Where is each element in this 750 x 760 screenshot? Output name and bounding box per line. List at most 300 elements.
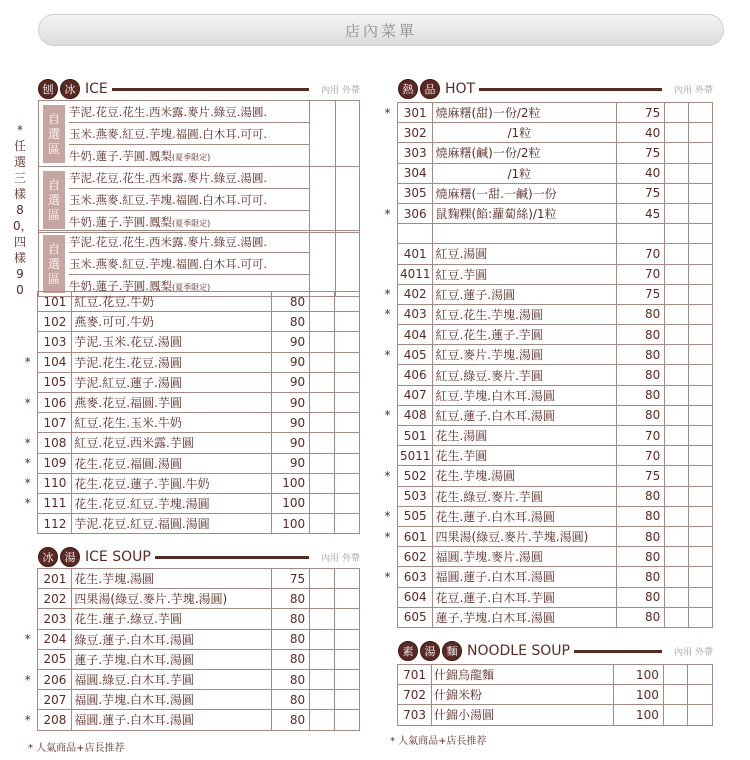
takeout-cell	[689, 405, 713, 425]
noodle-badge-2: 湯	[420, 641, 440, 661]
dine-in-cell	[665, 405, 689, 425]
dine-in-cell	[310, 372, 335, 392]
item-name: 紅豆.綠豆.麥片.芋圓	[433, 365, 616, 385]
item-price: 40	[616, 163, 664, 183]
item-price: 80	[616, 607, 664, 627]
item-name: 芋泥.花生.花豆.湯圓	[72, 352, 272, 372]
item-name: 什錦米粉	[432, 685, 614, 705]
noodle-menu-table	[378, 664, 713, 726]
item-price: 80	[272, 629, 310, 649]
takeout-cell	[689, 203, 713, 223]
self-select-tag-char: 自	[47, 241, 60, 256]
item-code: 404	[397, 325, 433, 345]
item-name: 蓮子.芋塊.白木耳.湯圓	[72, 649, 272, 669]
self-select-tag-char: 選	[47, 256, 60, 271]
item-star-marker	[378, 665, 398, 685]
item-price: 90	[272, 413, 310, 433]
takeout-cell	[335, 710, 360, 730]
hot-menu-table	[378, 102, 713, 628]
dine-in-cell	[310, 392, 335, 412]
takeout-cell	[689, 123, 713, 143]
ice-soup-badge-1: 冰	[38, 547, 58, 567]
item-code: 204	[38, 629, 72, 649]
item-code: 301	[397, 103, 433, 123]
takeout-cell	[689, 567, 713, 587]
takeout-cell	[689, 325, 713, 345]
item-code: 603	[397, 567, 433, 587]
item-price: 80	[616, 547, 664, 567]
item-price: 90	[272, 433, 310, 453]
ice-badge-1: 刨	[38, 79, 58, 99]
item-code: 110	[38, 473, 72, 493]
ice-soup-title: ICE SOUP	[85, 549, 151, 565]
dine-in-cell	[665, 244, 689, 264]
menu-row	[18, 629, 360, 649]
takeout-cell	[335, 690, 360, 710]
ice-title: ICE	[85, 81, 108, 97]
item-name: 紅豆.花豆.牛奶	[72, 292, 272, 312]
item-name: 福圓.蓮子.白木耳.湯圓	[433, 567, 616, 587]
item-price: 80	[616, 304, 664, 324]
item-code: 406	[397, 365, 433, 385]
dine-in-cell	[310, 649, 335, 669]
self-select-tag-char: 選	[47, 192, 60, 207]
takeout-cell	[689, 466, 713, 486]
item-code: 403	[397, 304, 433, 324]
menu-row	[18, 352, 360, 372]
menu-row	[378, 143, 713, 163]
self-select-options-line	[69, 253, 309, 275]
self-select-tag-char: 自	[47, 111, 60, 126]
item-name: 花生.綠豆.麥片.芋圓	[433, 486, 616, 506]
item-name: 燒麻糬(鹹)一份/2粒	[433, 143, 616, 163]
item-star-marker: *	[24, 476, 31, 491]
menu-row	[378, 705, 713, 725]
item-price: 75	[616, 183, 664, 203]
dine-in-cell	[310, 352, 335, 372]
item-price: 80	[272, 292, 310, 312]
item-code: 104	[38, 352, 72, 372]
item-name: 花生.芋圓	[433, 446, 616, 466]
item-code: 103	[38, 332, 72, 352]
item-star-marker: *	[384, 105, 391, 120]
item-code: 206	[38, 669, 72, 689]
item-code: 402	[397, 284, 433, 304]
menu-row	[18, 292, 360, 312]
dine-in-cell	[665, 446, 689, 466]
item-star-marker	[18, 413, 38, 433]
self-select-options-line	[69, 145, 309, 167]
dine-in-cell	[665, 385, 689, 405]
self-select-options-text: 牛奶.蓮子.芋圓.鳳梨	[69, 279, 172, 293]
item-price: 80	[272, 649, 310, 669]
menu-row	[378, 284, 713, 304]
menu-banner: 店內菜單	[38, 14, 724, 46]
item-price: 100	[614, 665, 664, 685]
item-code: 109	[38, 453, 72, 473]
item-code: 106	[38, 392, 72, 412]
item-code: 702	[398, 685, 432, 705]
item-code: 201	[38, 569, 72, 589]
dine-takeout-grid	[309, 167, 359, 232]
item-price: 70	[616, 264, 664, 284]
item-code: 302	[397, 123, 433, 143]
ice-section-header	[38, 78, 360, 100]
item-code: 306	[397, 203, 433, 223]
hot-badge-1: 熱	[398, 79, 418, 99]
takeout-cell	[689, 526, 713, 546]
item-star-marker	[18, 690, 38, 710]
item-code: 304	[397, 163, 433, 183]
dine-in-cell	[665, 224, 689, 244]
item-star-marker	[378, 685, 398, 705]
item-star-marker	[378, 163, 397, 183]
item-star-marker	[378, 143, 397, 163]
item-code: 503	[397, 486, 433, 506]
menu-row	[378, 345, 713, 365]
item-price: 45	[616, 203, 664, 223]
takeout-cell	[689, 163, 713, 183]
item-name	[433, 224, 616, 244]
item-price: 100	[272, 473, 310, 493]
item-price: 40	[616, 123, 664, 143]
takeout-cell	[688, 685, 713, 705]
item-name: 芋泥.紅豆.蓮子.湯圓	[72, 372, 272, 392]
item-name: 花豆.蓮子.白木耳.芋圓	[433, 587, 616, 607]
item-price: 80	[616, 526, 664, 546]
takeout-cell	[689, 587, 713, 607]
item-star-marker	[378, 264, 397, 284]
dine-in-cell	[665, 123, 689, 143]
item-code: 703	[398, 705, 432, 725]
self-select-options-line	[69, 167, 309, 189]
dine-in-cell	[310, 514, 335, 534]
dine-in-cell	[665, 284, 689, 304]
item-price: 75	[272, 569, 310, 589]
ice-soup-section-header	[38, 546, 360, 568]
item-code: 203	[38, 609, 72, 629]
item-name: 花生.芋塊.湯圓	[72, 569, 272, 589]
item-price: 75	[616, 284, 664, 304]
takeout-cell	[689, 446, 713, 466]
item-name: 紅豆.花生.玉米.牛奶	[72, 413, 272, 433]
item-star-marker	[18, 292, 38, 312]
item-name: 花生.蓮子.綠豆.芋圓	[72, 609, 272, 629]
dine-in-cell	[665, 264, 689, 284]
item-code: 207	[38, 690, 72, 710]
item-price: 80	[272, 609, 310, 629]
menu-row	[18, 514, 360, 534]
menu-row	[18, 690, 360, 710]
menu-row	[18, 473, 360, 493]
item-price: 80	[272, 710, 310, 730]
item-star-marker	[378, 547, 397, 567]
dine-in-cell	[310, 433, 335, 453]
item-star-marker	[18, 372, 38, 392]
item-star-marker	[378, 607, 397, 627]
ice-dine-labels: 內用 外帶	[321, 85, 360, 96]
dine-in-cell	[665, 486, 689, 506]
ice-soup-title-rule	[155, 556, 309, 559]
item-price	[616, 224, 664, 244]
item-price: 100	[614, 705, 664, 725]
item-price: 80	[616, 385, 664, 405]
item-name: 紅豆.蓮子.白木耳.湯圓	[433, 405, 616, 425]
item-price: 75	[616, 466, 664, 486]
item-price: 80	[616, 345, 664, 365]
item-code: 4011	[397, 264, 433, 284]
takeout-cell	[689, 264, 713, 284]
dine-in-cell	[665, 345, 689, 365]
dine-in-cell	[310, 609, 335, 629]
menu-row	[18, 609, 360, 629]
item-name: 紅豆.蓮子.湯圓	[433, 284, 616, 304]
takeout-cell	[335, 433, 360, 453]
dine-in-cell	[663, 705, 688, 725]
takeout-cell	[335, 413, 360, 433]
item-star-marker	[378, 587, 397, 607]
item-star-marker	[378, 446, 397, 466]
dine-in-cell	[665, 607, 689, 627]
menu-row	[378, 526, 713, 546]
self-select-options-line	[69, 189, 309, 211]
self-select-tag-char: 選	[47, 126, 60, 141]
takeout-cell	[335, 569, 360, 589]
item-price: 80	[272, 589, 310, 609]
self-select-options-text: 玉米.燕麥.紅豆.芋塊.福圓.白木耳.可可.	[69, 193, 268, 207]
menu-row	[378, 426, 713, 446]
item-name: 福圓.芋塊.白木耳.湯圓	[72, 690, 272, 710]
hot-dine-labels: 內用 外帶	[674, 85, 713, 96]
takeout-cell	[689, 284, 713, 304]
menu-row	[378, 264, 713, 284]
item-star-marker	[378, 365, 397, 385]
takeout-cell	[689, 224, 713, 244]
self-select-options-text: 牛奶.蓮子.芋圓.鳳梨	[69, 215, 172, 229]
item-star-marker: *	[384, 468, 391, 483]
noodle-title: NOODLE SOUP	[467, 643, 570, 659]
takeout-cell	[335, 629, 360, 649]
menu-row	[18, 493, 360, 513]
item-star-marker: *	[384, 509, 391, 524]
item-star-marker: *	[384, 206, 391, 221]
item-name: 芋泥.花豆.紅豆.福圓.湯圓	[72, 514, 272, 534]
menu-row	[18, 372, 360, 392]
item-code: 303	[397, 143, 433, 163]
takeout-cell	[335, 312, 360, 332]
item-price: 70	[616, 426, 664, 446]
item-star-marker	[18, 589, 38, 609]
item-code: 202	[38, 589, 72, 609]
dine-in-cell	[663, 685, 688, 705]
self-select-tag-char: 自	[47, 177, 60, 192]
menu-row	[378, 567, 713, 587]
item-code: 407	[397, 385, 433, 405]
item-name: 燒麻糬(甜)一份/2粒	[433, 103, 616, 123]
menu-row	[18, 312, 360, 332]
noodle-dine-labels: 內用 外帶	[674, 647, 713, 658]
seasonal-note: (夏季限定)	[171, 153, 211, 162]
item-star-marker	[378, 705, 398, 725]
item-star-marker: *	[24, 395, 31, 410]
item-star-marker	[18, 609, 38, 629]
takeout-cell	[335, 514, 360, 534]
item-star-marker	[378, 426, 397, 446]
dine-in-cell	[310, 589, 335, 609]
item-code: 105	[38, 372, 72, 392]
takeout-cell	[689, 345, 713, 365]
item-star-marker	[378, 244, 397, 264]
menu-row	[18, 589, 360, 609]
item-code	[397, 224, 433, 244]
menu-row	[378, 224, 713, 244]
takeout-cell	[689, 506, 713, 526]
item-star-marker	[378, 123, 397, 143]
item-code: 501	[397, 426, 433, 446]
dine-in-cell	[310, 629, 335, 649]
menu-row	[378, 325, 713, 345]
item-code: 111	[38, 493, 72, 513]
item-price: 80	[616, 506, 664, 526]
menu-row	[18, 669, 360, 689]
item-code: 305	[397, 183, 433, 203]
self-select-tag-char: 區	[47, 271, 60, 286]
takeout-cell	[689, 103, 713, 123]
item-code: 112	[38, 514, 72, 534]
takeout-cell	[335, 473, 360, 493]
noodle-section-header	[398, 640, 713, 662]
item-name: 花生.芋塊.湯圓	[433, 466, 616, 486]
item-star-marker: *	[24, 632, 31, 647]
item-price: 75	[616, 103, 664, 123]
menu-row	[378, 183, 713, 203]
menu-row	[18, 649, 360, 669]
dine-in-cell	[665, 587, 689, 607]
item-name: 福圓.蓮子.白木耳.湯圓	[72, 710, 272, 730]
dine-takeout-grid	[309, 101, 359, 166]
item-price: 80	[616, 325, 664, 345]
ice-self-select-block	[38, 166, 360, 233]
item-name: 紅豆.芋塊.白木耳.湯圓	[433, 385, 616, 405]
item-name: 四果湯(綠豆.麥片.芋塊.湯圓)	[72, 589, 272, 609]
menu-row	[378, 103, 713, 123]
dine-in-cell	[663, 665, 688, 685]
takeout-cell	[689, 143, 713, 163]
takeout-cell	[689, 244, 713, 264]
self-select-options-text: 芋泥.花豆.花生.西米露.麥片.綠豆.湯圓.	[69, 105, 268, 119]
takeout-cell	[688, 705, 713, 725]
ice-self-select-block	[38, 230, 360, 297]
ice-soup-dine-labels: 內用 外帶	[321, 553, 360, 564]
item-code: 408	[397, 405, 433, 425]
item-name: 鼠麴粿(餡:蘿蔔絲)/1粒	[433, 203, 616, 223]
item-star-marker: *	[384, 307, 391, 322]
menu-row	[18, 433, 360, 453]
item-price: 80	[616, 587, 664, 607]
takeout-cell	[335, 292, 360, 312]
item-code: 602	[397, 547, 433, 567]
dine-in-cell	[310, 710, 335, 730]
self-select-tag-char: 區	[47, 141, 60, 156]
takeout-cell	[335, 649, 360, 669]
item-name: 花生.花豆.紅豆.芋塊.湯圓	[72, 493, 272, 513]
item-code: 502	[397, 466, 433, 486]
menu-row	[18, 569, 360, 589]
item-name: /1粒	[433, 163, 616, 183]
item-name: 芋泥.玉米.花豆.湯圓	[72, 332, 272, 352]
takeout-cell	[335, 372, 360, 392]
dine-in-cell	[310, 690, 335, 710]
takeout-cell	[335, 332, 360, 352]
item-name: 花生.湯圓	[433, 426, 616, 446]
item-star-marker	[18, 569, 38, 589]
menu-row	[18, 710, 360, 730]
self-select-options-text: 玉米.燕麥.紅豆.芋塊.福圓.白木耳.可可.	[69, 127, 268, 141]
item-star-marker: *	[384, 408, 391, 423]
dine-in-cell	[665, 567, 689, 587]
menu-row	[378, 304, 713, 324]
self-select-tag	[43, 171, 65, 229]
menu-row	[18, 392, 360, 412]
seasonal-note: (夏季限定)	[171, 283, 211, 292]
takeout-cell	[335, 392, 360, 412]
item-name: 綠豆.蓮子.白木耳.湯圓	[72, 629, 272, 649]
item-code: 601	[397, 526, 433, 546]
item-name: 蓮子.芋塊.白木耳.湯圓	[433, 607, 616, 627]
footnote-right: * 人氣商品+店長推荐	[390, 736, 487, 747]
noodle-title-rule	[574, 650, 662, 653]
item-name: 燒麻糬(一甜.一鹹)一份	[433, 183, 616, 203]
item-star-marker: *	[24, 672, 31, 687]
item-code: 5011	[397, 446, 433, 466]
item-code: 405	[397, 345, 433, 365]
dine-in-cell	[310, 292, 335, 312]
dine-in-cell	[310, 312, 335, 332]
item-name: 四果湯(綠豆.麥片.芋塊.湯圓)	[433, 526, 616, 546]
ice-self-select-block	[38, 100, 360, 167]
item-price: 90	[272, 372, 310, 392]
dine-takeout-grid	[309, 231, 359, 296]
takeout-cell	[335, 493, 360, 513]
item-code: 108	[38, 433, 72, 453]
seasonal-note: (夏季限定)	[171, 219, 211, 228]
menu-row	[378, 244, 713, 264]
takeout-cell	[689, 365, 713, 385]
takeout-cell	[689, 183, 713, 203]
item-name: 紅豆.芋圓	[433, 264, 616, 284]
item-name: 福圓.綠豆.白木耳.芋圓	[72, 669, 272, 689]
dine-in-cell	[310, 493, 335, 513]
item-code: 701	[398, 665, 432, 685]
item-price: 80	[272, 669, 310, 689]
item-star-marker: *	[384, 287, 391, 302]
takeout-cell	[688, 665, 713, 685]
menu-row	[378, 203, 713, 223]
dine-in-cell	[310, 473, 335, 493]
item-price: 80	[616, 405, 664, 425]
item-name: 花生.花豆.福圓.湯圓	[72, 453, 272, 473]
menu-row	[378, 365, 713, 385]
menu-row	[18, 332, 360, 352]
self-select-options-text: 芋泥.花豆.花生.西米露.麥片.綠豆.湯圓.	[69, 171, 268, 185]
item-star-marker: *	[24, 355, 31, 370]
item-code: 604	[397, 587, 433, 607]
dine-in-cell	[665, 365, 689, 385]
item-price: 75	[616, 143, 664, 163]
item-star-marker	[378, 385, 397, 405]
hot-badge-2: 品	[420, 79, 440, 99]
item-code: 208	[38, 710, 72, 730]
